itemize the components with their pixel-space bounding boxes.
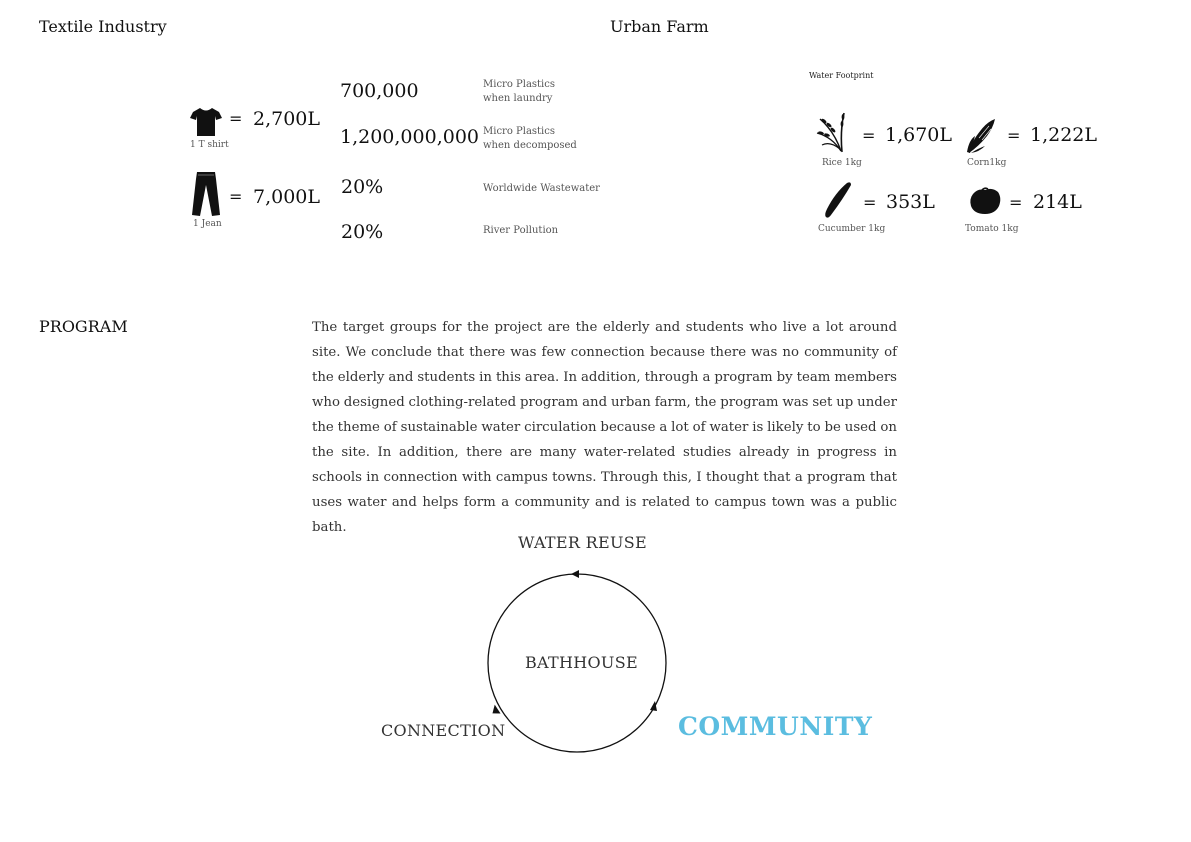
cucumber-equals: = [863, 193, 877, 212]
corn-icon [965, 118, 997, 154]
stat-label: Micro Plastics when laundry [483, 79, 555, 104]
tomato-water-value: 214L [1033, 191, 1082, 213]
tshirt-water-value: 2,700L [253, 108, 321, 130]
stat-value: 20% [341, 221, 384, 243]
cycle-arrow-right [650, 701, 657, 711]
tomato-icon [968, 186, 1002, 216]
rice-equals: = [862, 126, 876, 145]
cycle-center-label: BATHHOUSE [525, 653, 638, 672]
jean-caption: 1 Jean [193, 219, 222, 229]
corn-water-value: 1,222L [1030, 124, 1098, 146]
stat-value: 1,200,000,000 [340, 126, 480, 148]
stat-label: Micro Plastics when decomposed [483, 126, 577, 151]
jean-water-value: 7,000L [253, 186, 321, 208]
cucumber-water-value: 353L [886, 191, 935, 213]
tshirt-icon [190, 107, 222, 137]
rice-water-value: 1,670L [885, 124, 953, 146]
stat-value: 20% [341, 176, 384, 198]
cucumber-caption: Cucumber 1kg [818, 224, 886, 234]
jeans-icon [191, 171, 221, 217]
cucumber-icon [823, 181, 853, 219]
cycle-arrow-left [492, 704, 501, 714]
tomato-equals: = [1009, 193, 1023, 212]
stat-label: River Pollution [483, 225, 559, 236]
textile-section-title: Textile Industry [39, 17, 167, 36]
program-section-title: PROGRAM [39, 317, 128, 336]
rice-icon [816, 111, 850, 153]
water-footprint-heading: Water Footprint [809, 71, 874, 80]
tshirt-equals: = [229, 109, 243, 128]
cycle-right-label: COMMUNITY [678, 712, 873, 741]
urban-farm-section-title: Urban Farm [610, 17, 709, 36]
corn-equals: = [1007, 126, 1021, 145]
tshirt-caption: 1 T shirt [190, 140, 229, 150]
cycle-left-label: CONNECTION [381, 721, 506, 740]
program-description: The target groups for the project are the elderly and students who live a lot around site. We conclude that there was few connection because there was no community of the elderly and students in this area. In addition, through a program by team members who designed clothing-related program and urban farm, the program was set up under the theme of sustainable water circulation because a lot of water is likely to be used on the site. In addition, there are many water-related studies already in progress in schools in connection with campus towns. Through this, I thought that a program that uses water and helps form a community and is related to campus town was a public bath. [312, 320, 897, 535]
cycle-top-label: WATER REUSE [518, 533, 647, 552]
stat-value: 700,000 [340, 80, 419, 102]
tomato-caption: Tomato 1kg [965, 224, 1019, 234]
rice-caption: Rice 1kg [822, 158, 862, 168]
jean-equals: = [229, 187, 243, 206]
corn-caption: Corn1kg [967, 158, 1007, 168]
stat-label: Worldwide Wastewater [483, 183, 600, 194]
cycle-arrow-top [571, 570, 579, 578]
